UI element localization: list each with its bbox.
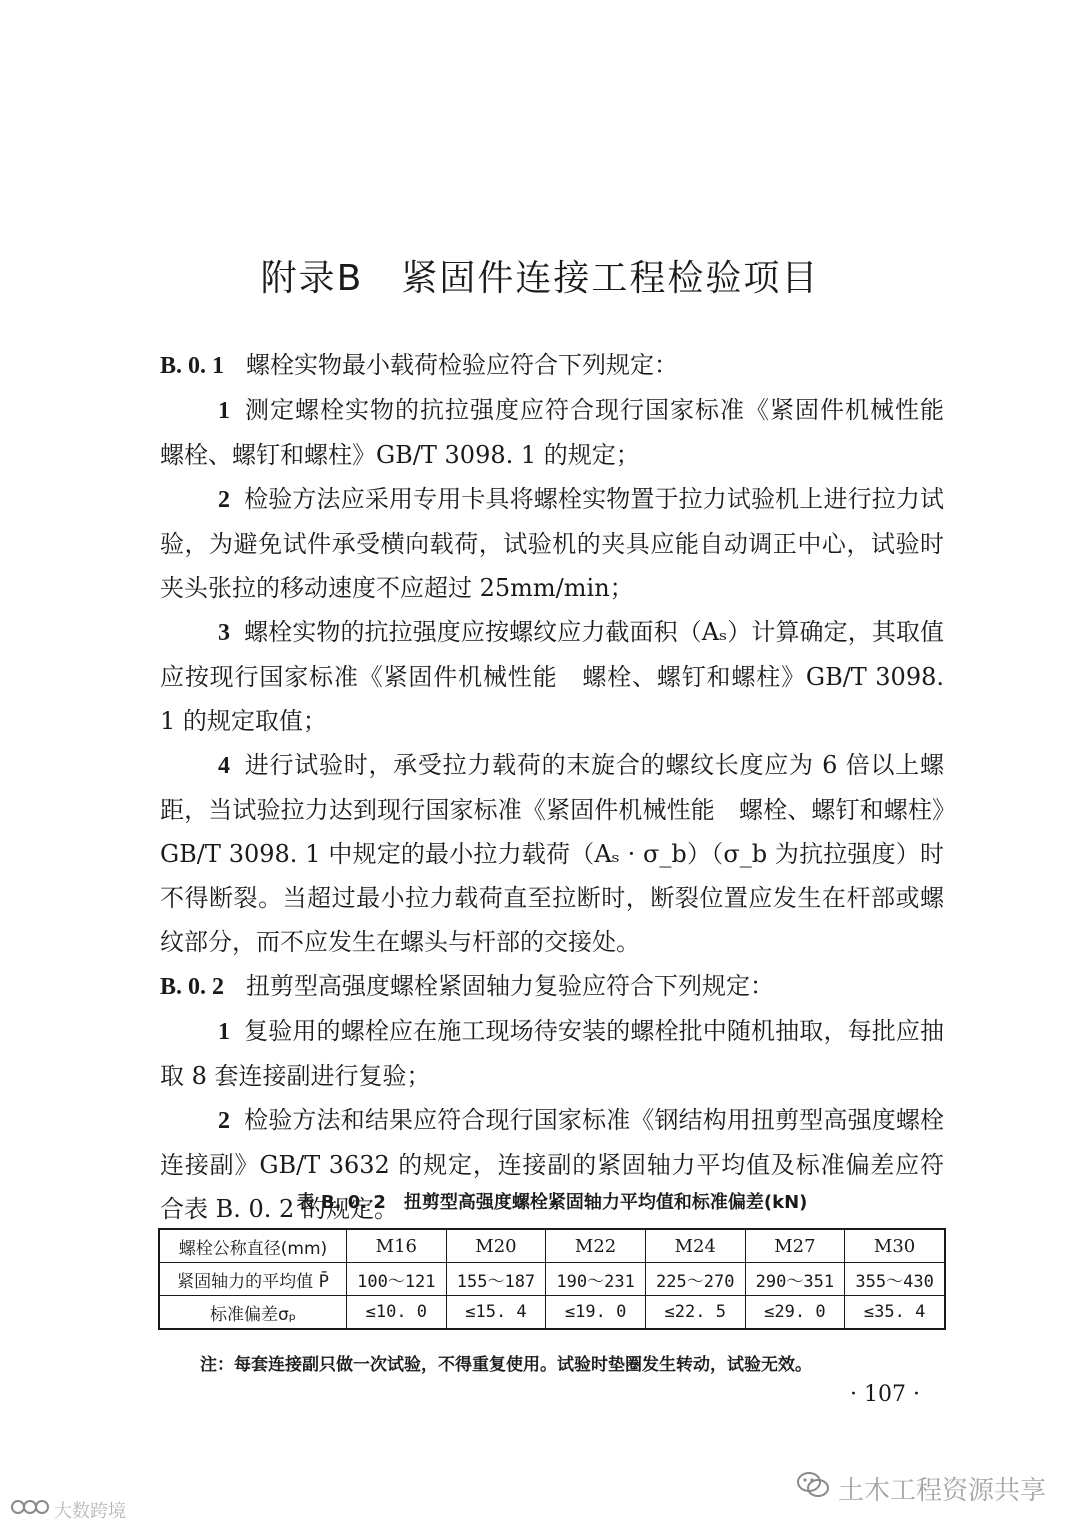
page-number: · 107 · xyxy=(850,1382,920,1407)
clause-text: 扭剪型高强度螺栓紧固轴力复验应符合下列规定： xyxy=(246,972,775,1000)
table-cell: ≤15. 4 xyxy=(446,1296,546,1330)
item-number: 4 xyxy=(218,753,230,779)
row-header: 标准偏差σₚ xyxy=(159,1296,347,1330)
row-header: 紧固轴力的平均值 P̄ xyxy=(159,1263,347,1296)
table-cell: M22 xyxy=(546,1229,646,1263)
table-cell: M20 xyxy=(446,1229,546,1263)
clause-b01-item-2 xyxy=(160,477,944,610)
clause-number: B. 0. 2 xyxy=(160,974,225,1000)
table-row xyxy=(159,1229,945,1263)
table-cell: ≤19. 0 xyxy=(546,1296,646,1330)
table-cell: 355～430 xyxy=(845,1263,945,1296)
brand-logo-icon xyxy=(10,1496,50,1523)
item-number: 1 xyxy=(218,398,230,424)
bolt-axial-force-table xyxy=(158,1228,946,1330)
table-cell: 225～270 xyxy=(645,1263,745,1296)
item-number: 1 xyxy=(218,1019,230,1045)
table-caption: 表 B. 0. 2 扭剪型高强度螺栓紧固轴力平均值和标准偏差(kN) xyxy=(296,1192,808,1213)
table-cell: 190～231 xyxy=(546,1263,646,1296)
clause-number: B. 0. 1 xyxy=(160,353,225,379)
clause-text: 螺栓实物最小载荷检验应符合下列规定： xyxy=(246,351,679,379)
table-row xyxy=(159,1263,945,1296)
table-cell: 155～187 xyxy=(446,1263,546,1296)
watermark-left xyxy=(10,1496,126,1523)
table-note: 注：每套连接副只做一次试验，不得重复使用。试验时垫圈发生转动，试验无效。 xyxy=(200,1355,812,1375)
clause-b01 xyxy=(160,343,944,388)
item-number: 3 xyxy=(218,620,230,646)
item-number: 2 xyxy=(218,1108,230,1134)
table-cell: ≤10. 0 xyxy=(347,1296,447,1330)
item-text: 进行试验时，承受拉力载荷的末旋合的螺纹长度应为 6 倍以上螺距，当试验拉力达到现行国家标准《紧固件机械性能 螺栓、螺钉和螺柱》GB/T 3098. 1 中规定的最小拉力载荷（Aₛ · σ_b）（σ_b 为抗拉强度）时不得断裂。当超过最小拉力载荷直至拉断时，断裂位置应发生在杆部或螺纹部分，而不应发生在螺头与杆部的交接处。 xyxy=(160,751,944,956)
table-cell: M24 xyxy=(645,1229,745,1263)
row-header: 螺栓公称直径(mm) xyxy=(159,1229,347,1263)
table-cell: M16 xyxy=(347,1229,447,1263)
item-text: 检验方法和结果应符合现行国家标准《钢结构用扭剪型高强度螺栓连接副》GB/T 3632 的规定，连接副的紧固轴力平均值及标准偏差应符合表 B. 0. 2 的规定。 xyxy=(160,1106,944,1223)
watermark-text: 土木工程资源共享 xyxy=(837,1476,1046,1506)
watermark-right xyxy=(796,1470,1046,1507)
table-cell: M30 xyxy=(845,1229,945,1263)
table-cell: M27 xyxy=(745,1229,845,1263)
item-text: 测定螺栓实物的抗拉强度应符合现行国家标准《紧固件机械性能 螺栓、螺钉和螺柱》GB/T 3098. 1 的规定； xyxy=(160,396,968,469)
appendix-title: 附录B 紧固件连接工程检验项目 xyxy=(260,258,820,300)
item-number: 2 xyxy=(218,487,230,513)
clause-b02-item-1 xyxy=(160,1009,944,1098)
clause-b01-item-1 xyxy=(160,388,968,477)
clause-b02 xyxy=(160,964,944,1009)
item-text: 螺栓实物的抗拉强度应按螺纹应力截面积（Aₛ）计算确定，其取值应按现行国家标准《紧固件机械性能 螺栓、螺钉和螺柱》GB/T 3098. 1 的规定取值； xyxy=(160,618,944,735)
table-cell: 100～121 xyxy=(347,1263,447,1296)
table-row xyxy=(159,1296,945,1330)
item-text: 复验用的螺栓应在施工现场待安装的螺栓批中随机抽取，每批应抽取 8 套连接副进行复验； xyxy=(160,1017,944,1090)
body-text xyxy=(160,343,968,1231)
table-cell: ≤29. 0 xyxy=(745,1296,845,1330)
clause-b01-item-3 xyxy=(160,610,944,743)
item-text: 检验方法应采用专用卡具将螺栓实物置于拉力试验机上进行拉力试验，为避免试件承受横向载荷，试验机的夹具应能自动调正中心，试验时夹头张拉的移动速度不应超过 25mm/min； xyxy=(160,485,944,602)
watermark-text: 大数跨境 xyxy=(54,1500,126,1522)
wechat-icon xyxy=(796,1470,830,1507)
table-cell: 290～351 xyxy=(745,1263,845,1296)
clause-b01-item-4 xyxy=(160,743,944,964)
table-cell: ≤35. 4 xyxy=(845,1296,945,1330)
table-cell: ≤22. 5 xyxy=(645,1296,745,1330)
